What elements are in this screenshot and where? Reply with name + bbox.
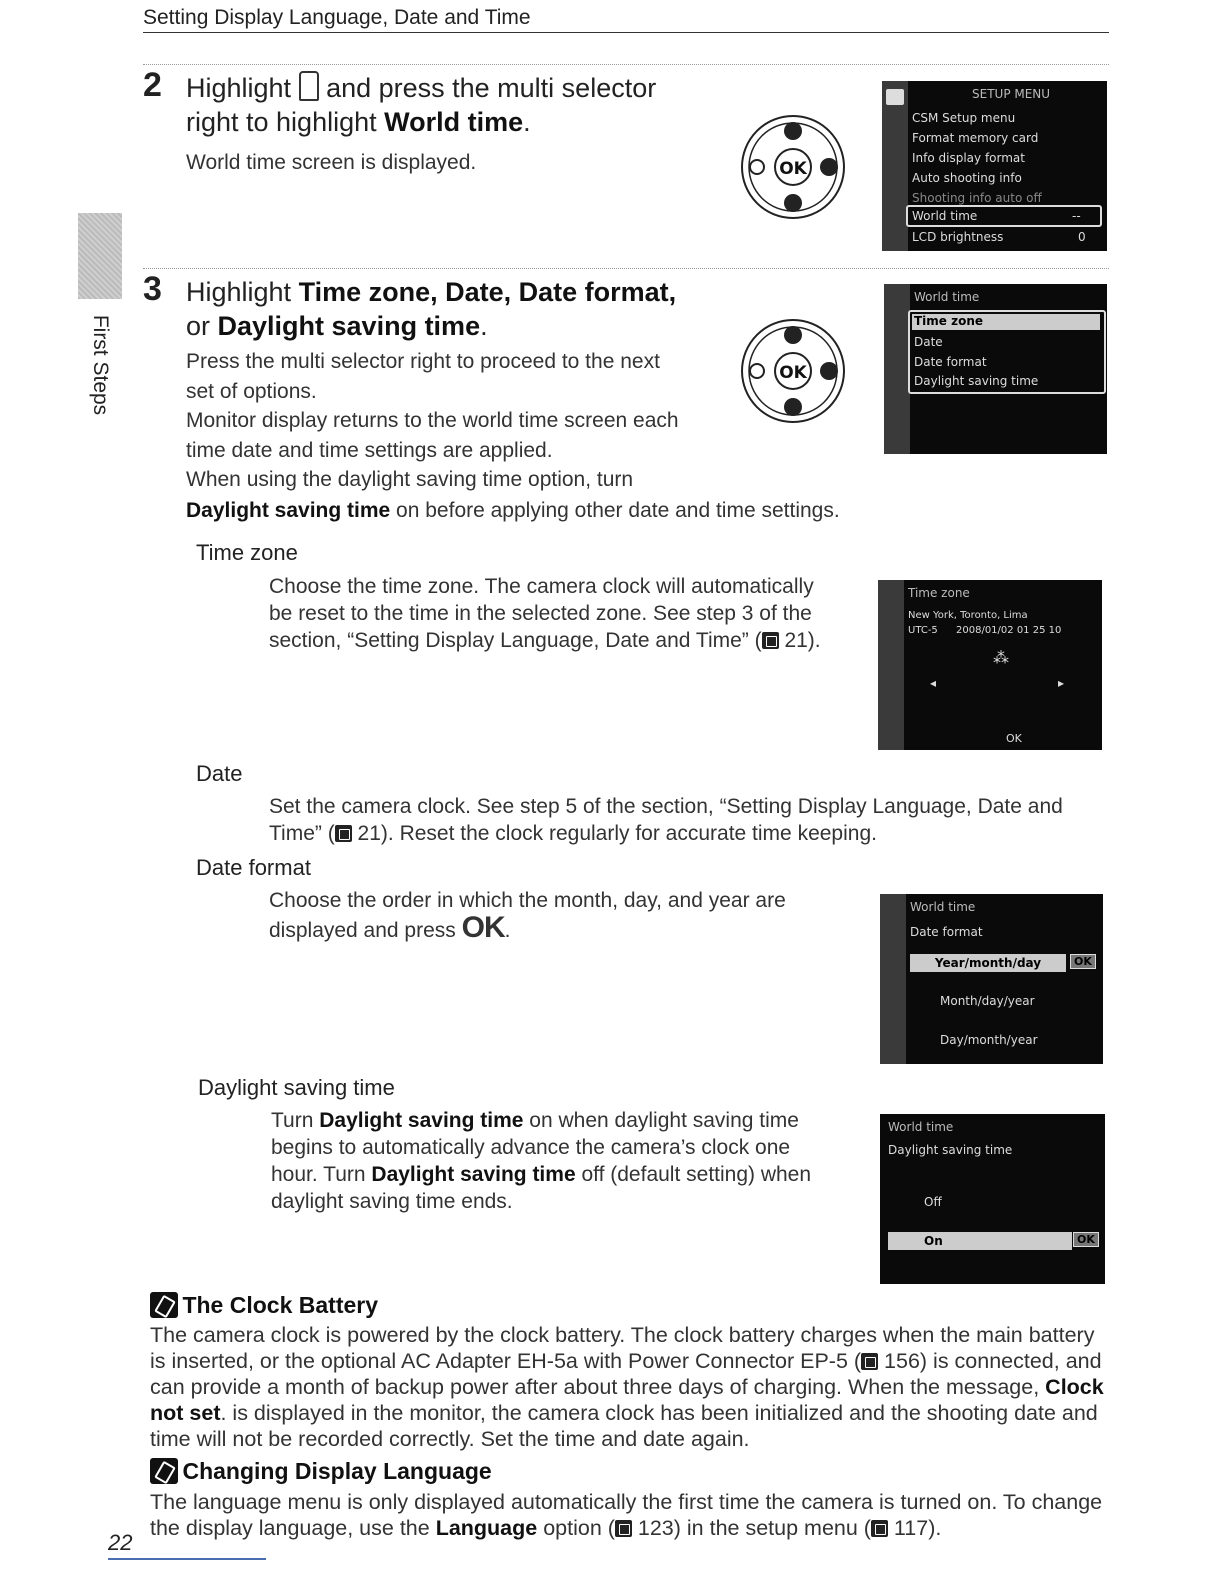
page-ref-icon: [871, 1520, 888, 1537]
date-time-readout: 2008/01/02 01 25 10: [956, 625, 1062, 636]
subsection-heading: Date format: [196, 855, 311, 880]
svg-text:OK: OK: [779, 363, 807, 383]
subsection-body: Turn Daylight saving time on when daylight saving time begins to automatically advance the camera’s clock one hour. Turn Daylight saving time off (default setting) when daylight saving time ends.: [271, 1109, 812, 1213]
globe-marker-icon: ⁂: [993, 648, 1009, 667]
step-number: 3: [143, 270, 162, 308]
screen-subtitle: Date format: [910, 925, 983, 939]
utc-offset: UTC-5: [908, 625, 938, 636]
step-body: Press the multi selector right to proceed to the next set of options. Monitor display returns to the world time screen each time date and time settings are applied. When using the daylight saving time option, turn: [186, 350, 679, 491]
section-divider: [143, 268, 1109, 269]
side-tab-marker: [78, 213, 122, 299]
left-arrow-icon: ◂: [930, 676, 937, 690]
menu-item: CSM Setup menu: [912, 111, 1016, 125]
note-heading: Changing Display Language: [150, 1458, 492, 1485]
multi-selector-right-icon: [740, 318, 846, 424]
page-ref-icon: [615, 1520, 632, 1537]
option-selected: On: [888, 1232, 1072, 1250]
setup-menu-screen: [882, 81, 1107, 251]
subsection-heading: Date: [196, 761, 243, 786]
screen-title: World time: [888, 1120, 954, 1134]
screen-subtitle: Daylight saving time: [888, 1143, 1013, 1157]
time-zone-screen: [878, 580, 1102, 750]
option-selected: Year/month/day: [910, 954, 1066, 972]
note-magnifier-icon: [150, 1458, 178, 1484]
ok-badge: OK: [1070, 954, 1096, 969]
step-heading: Highlight and press the multi selector right to highlight World time.: [186, 73, 657, 137]
menu-item-selected: World time: [912, 209, 978, 223]
time-zone-city: New York, Toronto, Lima: [908, 610, 1028, 621]
page-number: 22: [108, 1530, 133, 1555]
menu-item-selected: Time zone: [912, 314, 1100, 330]
menu-item: Date format: [914, 355, 987, 369]
playback-icon: [886, 89, 904, 105]
step-heading: Highlight Time zone, Date, Date format, or Daylight saving time.: [186, 277, 677, 341]
option: Day/month/year: [940, 1033, 1038, 1047]
section-divider: [143, 64, 1109, 65]
setup-wrench-icon: [299, 71, 319, 101]
screen-title: Time zone: [908, 586, 970, 600]
menu-item: Auto shooting info: [912, 171, 1022, 185]
menu-item-value: --: [1072, 209, 1081, 223]
ok-badge: OK: [1073, 1232, 1099, 1247]
subsection-body: Choose the time zone. The camera clock will automatically be reset to the time in the selected zone. See step 3 of the section, “Setting Display Language, Date and Time” ( 21).: [269, 575, 821, 652]
page-header: Setting Display Language, Date and Time: [143, 4, 1109, 33]
svg-text:OK: OK: [779, 159, 807, 179]
note-pencil-icon: [150, 1292, 178, 1318]
menu-item-value: 0: [1078, 230, 1086, 244]
step-body: World time screen is displayed.: [186, 151, 477, 174]
screen-title: SETUP MENU: [972, 87, 1051, 101]
menu-item: Date: [914, 335, 943, 349]
menu-item: LCD brightness: [912, 230, 1004, 244]
world-time-screen: [884, 284, 1107, 454]
page-ref-icon: [861, 1353, 878, 1370]
screen-title: World time: [914, 290, 980, 304]
note-heading: The Clock Battery: [150, 1292, 378, 1319]
subsection-body: Set the camera clock. See step 5 of the section, “Setting Display Language, Date and Time” ( 21). Reset the clock regularly for accurate time keeping.: [269, 795, 1063, 845]
subsection-heading: Time zone: [196, 540, 298, 565]
page-ref-icon: [335, 825, 352, 842]
note-body: The language menu is only displayed automatically the first time the camera is turned on. To change the display language, use the Language option ( 123) in the setup menu ( 117).: [150, 1490, 1103, 1540]
subsection-heading: Daylight saving time: [198, 1075, 395, 1100]
right-arrow-icon: ▸: [1058, 676, 1065, 690]
option: Off: [924, 1195, 942, 1209]
step-number: 2: [143, 66, 162, 104]
page-ref-icon: [762, 632, 779, 649]
daylight-saving-screen: [880, 1114, 1105, 1284]
side-tab-label: First Steps: [89, 314, 112, 416]
menu-item: Shooting info auto off: [912, 191, 1042, 205]
option: Month/day/year: [940, 994, 1035, 1008]
ok-hint: OK: [1006, 732, 1022, 745]
ok-button-glyph: OK: [461, 911, 505, 944]
menu-item: Format memory card: [912, 131, 1039, 145]
step-body-note: Daylight saving time on before applying other date and time settings.: [186, 499, 840, 522]
date-format-screen: [880, 894, 1103, 1064]
multi-selector-right-icon: [740, 114, 846, 220]
menu-item: Daylight saving time: [914, 374, 1039, 388]
subsection-body: Choose the order in which the month, day, and year are displayed and press OK.: [269, 889, 786, 944]
note-body: The camera clock is powered by the clock battery. The clock battery charges when the main battery is inserted, or the optional AC Adapter EH-5a with Power Connector EP-5 ( 156) is connected, and can provide a month of backup power after about three days of charging. When the message, Clock not set. is displayed in the monitor, the camera clock has been initialized and the shooting date and time will not be recorded correctly. Set the time and date again.: [150, 1323, 1104, 1451]
screen-title: World time: [910, 900, 976, 914]
footer-line: [108, 1558, 266, 1560]
menu-item: Info display format: [912, 151, 1025, 165]
